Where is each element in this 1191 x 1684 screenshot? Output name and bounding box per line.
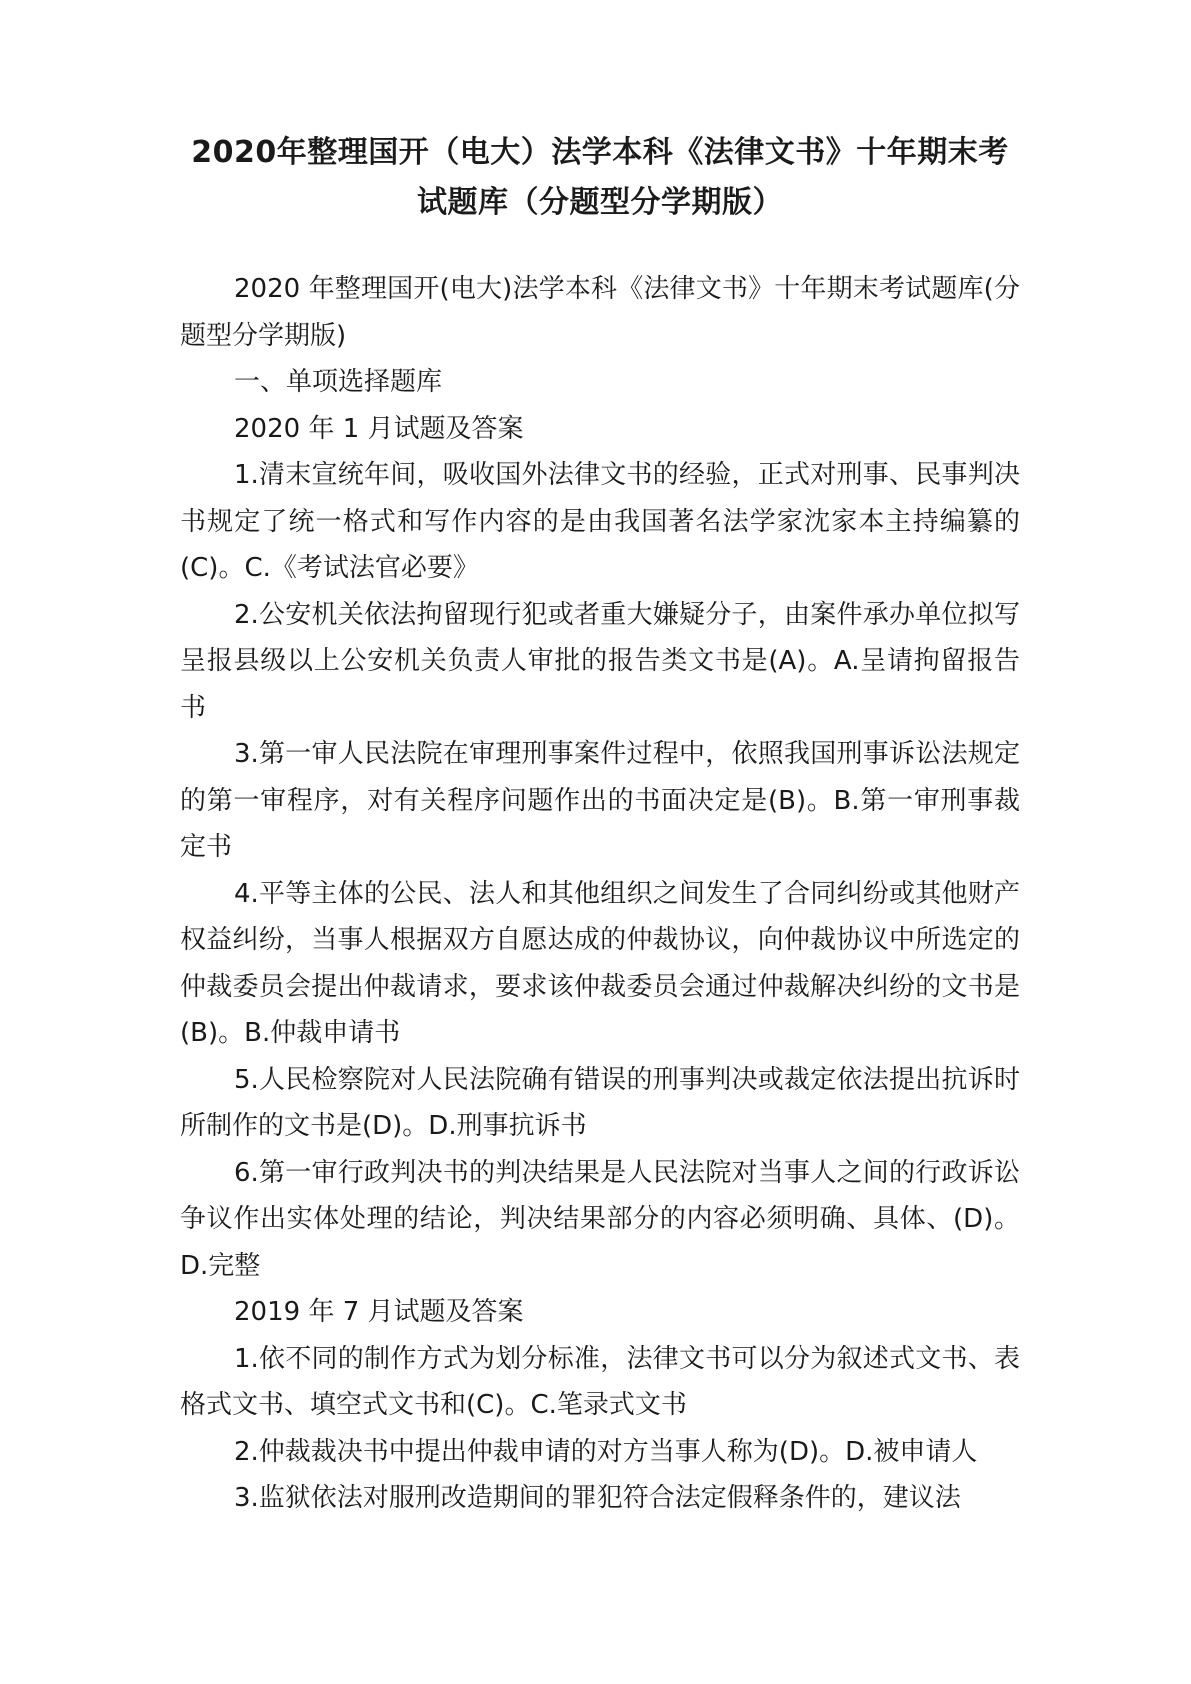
question-paragraph: 1.依不同的制作方式为划分标准，法律文书可以分为叙述式文书、表格式文书、填空式文书和(C)。C.笔录式文书 bbox=[180, 1343, 1020, 1420]
intro-paragraph: 2020 年整理国开(电大)法学本科《法律文书》十年期末考试题库(分题型分学期版) bbox=[180, 274, 1020, 351]
question-paragraph: 4.平等主体的公民、法人和其他组织之间发生了合同纠纷或其他财产权益纠纷，当事人根据双方自愿达成的仲裁协议，向仲裁协议中所选定的仲裁委员会提出仲裁请求，要求该仲裁委员会通过仲裁解决纠纷的文书是(B)。B.仲裁申请书 bbox=[180, 878, 1020, 1048]
section-heading: 一、单项选择题库 bbox=[234, 367, 443, 397]
question-paragraph: 2.公安机关依法拘留现行犯或者重大嫌疑分子，由案件承办单位拟写呈报县级以上公安机关负责人审批的报告类文书是(A)。A.呈请拘留报告书 bbox=[180, 599, 1020, 723]
question-paragraph: 5.人民检察院对人民法院确有错误的刑事判决或裁定依法提出抗诉时所制作的文书是(D)。D.刑事抗诉书 bbox=[180, 1064, 1020, 1141]
question-paragraph: 2.仲裁裁决书中提出仲裁申请的对方当事人称为(D)。D.被申请人 bbox=[234, 1436, 978, 1467]
question-paragraph: 3.第一审人民法院在审理刑事案件过程中，依照我国刑事诉讼法规定的第一审程序，对有关程序问题作出的书面决定是(B)。B.第一审刑事裁定书 bbox=[180, 739, 1020, 862]
exam-date-heading: 2019 年 7 月试题及答案 bbox=[234, 1297, 524, 1327]
question-paragraph: 3.监狱依法对服刑改造期间的罪犯符合法定假释条件的，建议法 bbox=[234, 1483, 961, 1513]
question-paragraph: 1.清末宣统年间，吸收国外法律文书的经验，正式对刑事、民事判决书规定了统一格式和写作内容的是由我国著名法学家沈家本主持编纂的(C)。C.《考试法官必要》 bbox=[180, 460, 1020, 583]
document-title bbox=[180, 128, 1020, 228]
title-line-2: 试题库（分题型分学期版） bbox=[417, 185, 783, 220]
document-page bbox=[180, 128, 1020, 1522]
question-paragraph: 6.第一审行政判决书的判决结果是人民法院对当事人之间的行政诉讼争议作出实体处理的结论，判决结果部分的内容必须明确、具体、(D)。D.完整 bbox=[180, 1157, 1020, 1281]
title-line-1: 2020年整理国开（电大）法学本科《法律文书》十年期末考 bbox=[191, 135, 1009, 170]
document-body bbox=[180, 266, 1020, 1522]
exam-date-heading: 2020 年 1 月试题及答案 bbox=[234, 413, 524, 444]
